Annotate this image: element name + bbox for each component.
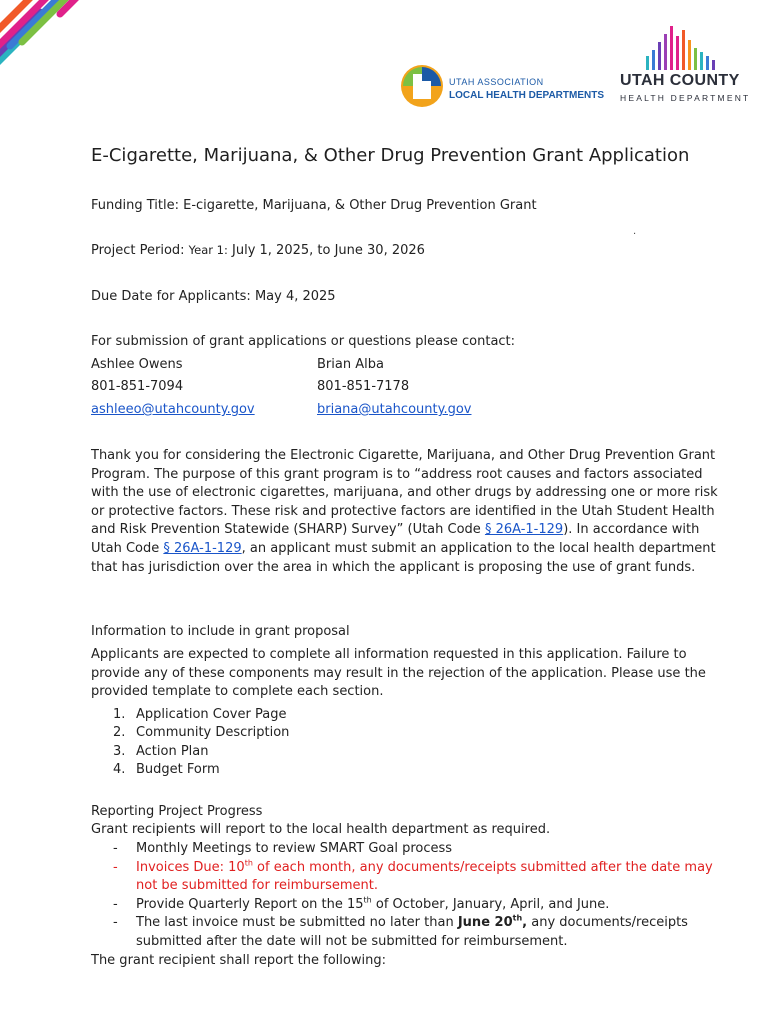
list-text: any documents/receipts submitted after the date will not be submitted for reimbursement. [136, 915, 688, 949]
contact-name: Brian Alba [317, 357, 384, 372]
corner-stripes-graphic [0, 0, 90, 80]
list-text: The last invoice must be submitted no later than [136, 915, 458, 931]
project-period-label: Project Period: [91, 243, 185, 258]
dash-marker: - [113, 859, 118, 875]
county-logo [616, 22, 751, 104]
county-department: HEALTH DEPARTMENT [620, 93, 751, 103]
project-period [91, 243, 425, 258]
stray-period: . [633, 226, 637, 237]
ordinal-suffix: th [363, 895, 372, 905]
page-title: E-Cigarette, Marijuana, & Other Drug Prevention Grant Application [91, 145, 690, 166]
association-name-line2: LOCAL HEALTH DEPARTMENTS [449, 90, 604, 101]
association-name-line1: UTAH ASSOCIATION [449, 77, 544, 87]
proposal-body: Applicants are expected to complete all information requested in this application. Failure to provide any of these components may result in the rejection of the application. Please use the provided template to complete each section. [91, 647, 706, 700]
contact-name: Ashlee Owens [91, 357, 183, 372]
intro-text: Thank you for considering the Electronic Cigarette, Marijuana, and Other Drug Prevention Grant Program. The purpose of this grant program is to “address root causes and factors associated with the use of electronic cigarettes, marijuana, and other drugs by addressing one or more risk or protective factors. These risk and protective factors are identified in the Utah Student Health and Risk Prevention Statewide (SHARP) Survey” (Utah Code [91, 448, 718, 538]
utah-map-icon [400, 64, 444, 108]
project-period-dates: July 1, 2025, to June 30, 2026 [232, 243, 425, 258]
contact-email-link[interactable]: briana@utahcounty.gov [317, 402, 472, 417]
intro-text: , an applicant must submit an application to the local health department that has jurisdiction over the area in which the applicant is proposing the use of grant funds. [91, 540, 716, 575]
list-number: 3. [113, 743, 126, 759]
list-number: 2. [113, 725, 126, 741]
list-number: 4. [113, 762, 126, 778]
project-period-year: Year 1: [188, 243, 228, 257]
utah-code-link[interactable]: § 26A-1-129 [484, 522, 564, 538]
list-text: Application Cover Page [136, 707, 287, 722]
dash-marker: - [113, 896, 118, 912]
reporting-list [91, 840, 727, 952]
list-item [91, 914, 727, 951]
list-text: of each month, any documents/receipts submitted after the date may not be submitted for reimbursement. [136, 859, 713, 894]
list-text: Community Description [136, 725, 290, 741]
intro-text: ). In accordance with Utah Code [91, 522, 700, 556]
proposal-heading: Information to include in grant proposal [91, 624, 350, 639]
reporting-intro: Grant recipients will report to the local health department as required. [91, 822, 551, 837]
association-logo [400, 64, 612, 110]
contact-phone: 801-851-7094 [91, 379, 184, 394]
skyline-bars-icon [642, 22, 732, 72]
deadline-bold [458, 915, 527, 930]
list-text: Invoices Due: 10 [136, 859, 245, 875]
list-text: Monthly Meetings to review SMART Goal process [136, 841, 453, 856]
reporting-heading: Reporting Project Progress [91, 804, 263, 819]
contact-phone: 801-851-7178 [317, 379, 410, 394]
utah-code-link[interactable]: § 26A-1-129 [163, 540, 242, 556]
list-text: Action Plan [136, 743, 209, 759]
list-item [91, 840, 727, 859]
list-text: of October, January, April, and June. [371, 896, 610, 912]
funding-title: Funding Title: E-cigarette, Marijuana, & Other Drug Prevention Grant [91, 198, 537, 213]
list-item [91, 859, 727, 896]
dash-marker: - [113, 915, 118, 931]
intro-paragraph [91, 447, 723, 577]
due-date: Due Date for Applicants: May 4, 2025 [91, 289, 336, 304]
ordinal-suffix: th [244, 858, 253, 868]
deadline-date: June 20 [457, 915, 513, 931]
list-text: Budget Form [136, 762, 220, 778]
list-number: 1. [113, 707, 126, 722]
contact-heading: For submission of grant applications or questions please contact: [91, 334, 516, 349]
list-item [91, 896, 727, 915]
reporting-closing: The grant recipient shall report the following: [91, 953, 386, 968]
list-text: Provide Quarterly Report on the 15 [136, 896, 364, 912]
deadline-comma: , [522, 915, 528, 931]
dash-marker: - [113, 841, 118, 856]
contact-email-link[interactable]: ashleeo@utahcounty.gov [91, 402, 255, 417]
ordinal-suffix: th [512, 914, 523, 924]
county-name: UTAH COUNTY [620, 72, 740, 89]
